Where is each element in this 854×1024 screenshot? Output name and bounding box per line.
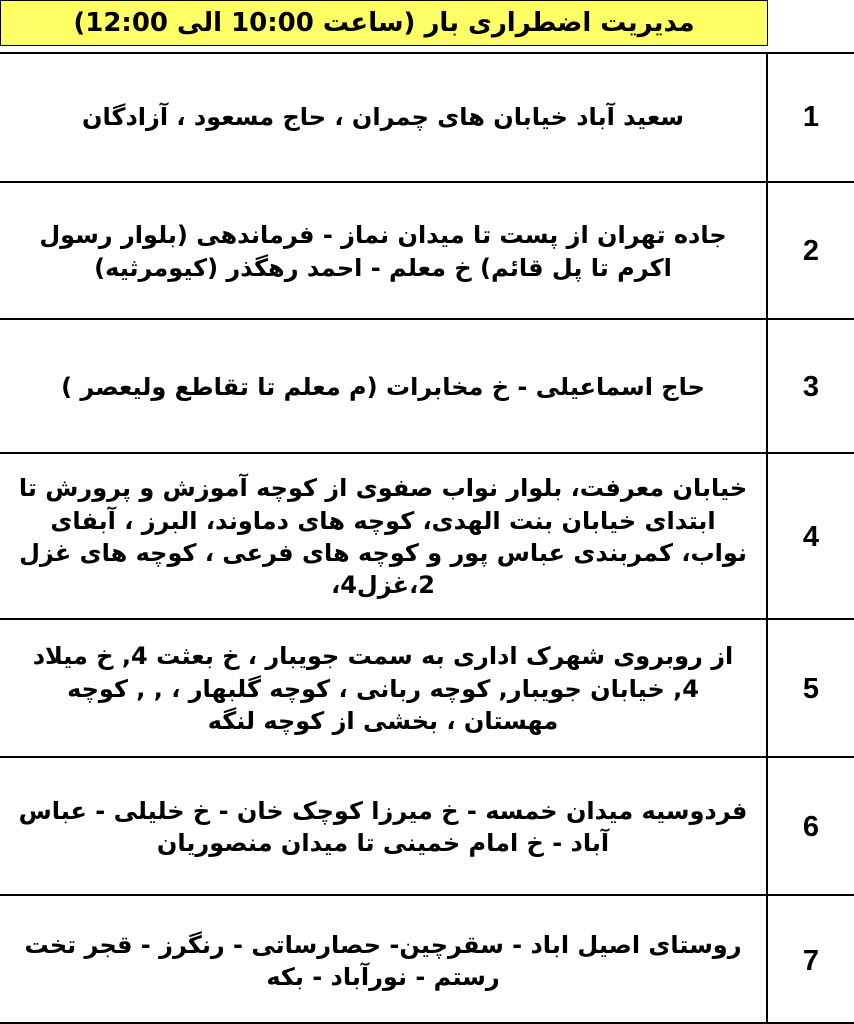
row-number: 3 (802, 370, 820, 403)
area-cell (0, 896, 768, 1024)
area-cell (0, 758, 768, 896)
area-text: روستای اصیل اباد - سقرچین- حصارساتی - رنگرز - قجر تخت رستم - نورآباد - بکه (24, 930, 742, 991)
row-number: 1 (802, 101, 820, 133)
row-number: 4 (802, 520, 820, 553)
area-text: از روبروی شهرک اداری به سمت جویبار ، خ بعثت 4, خ میلاد 4, خیابان جویبار, کوچه ربانی ، کوچه گلبهار ، , , کوچه مهستان ، بخشی از کوچه لنگه (32, 642, 734, 736)
row-number: 2 (802, 235, 820, 267)
page-title: مدیریت اضطراری بار (ساعت 10:00 الی 12:00) (0, 0, 768, 46)
table-row (0, 618, 854, 758)
area-text: سعید آباد خیابان های چمران ، حاج مسعود ، آزادگان (82, 103, 684, 132)
row-number: 7 (802, 944, 820, 977)
table-row (0, 756, 854, 896)
row-number: 6 (802, 810, 820, 843)
table-row (0, 54, 854, 181)
area-text: خیابان معرفت، بلوار نواب صفوی از کوچه آموزش و پرورش تا ابتدای خیابان بنت الهدی، کوچه های دماوند، البرز ، آبفای نواب، کمربندی عباس پور و کوچه های فرعی ، کوچه های غزل 2،غزل4، (18, 474, 748, 600)
area-cell (0, 320, 768, 454)
area-cell (0, 620, 768, 758)
area-cell (0, 54, 768, 181)
table-row (0, 894, 854, 1024)
area-text: جاده تهران از پست تا میدان نماز - فرماندهی (بلوار رسول اکرم تا پل قائم) خ معلم - احمد رهگذر (کیومرثیه) (39, 221, 727, 282)
table-row (0, 452, 854, 620)
area-cell (0, 454, 768, 620)
area-text: حاج اسماعیلی - خ مخابرات (م معلم تا تقاطع ولیعصر ) (61, 372, 705, 401)
area-text: فردوسیه میدان خمسه - خ میرزا کوچک خان - خ خلیلی - عباس آباد - خ امام خمینی تا میدان منصوریان (18, 796, 748, 857)
schedule-table (0, 52, 854, 1024)
table-row (0, 318, 854, 454)
row-number: 5 (802, 672, 820, 705)
table-row (0, 181, 854, 320)
area-cell (0, 183, 768, 320)
